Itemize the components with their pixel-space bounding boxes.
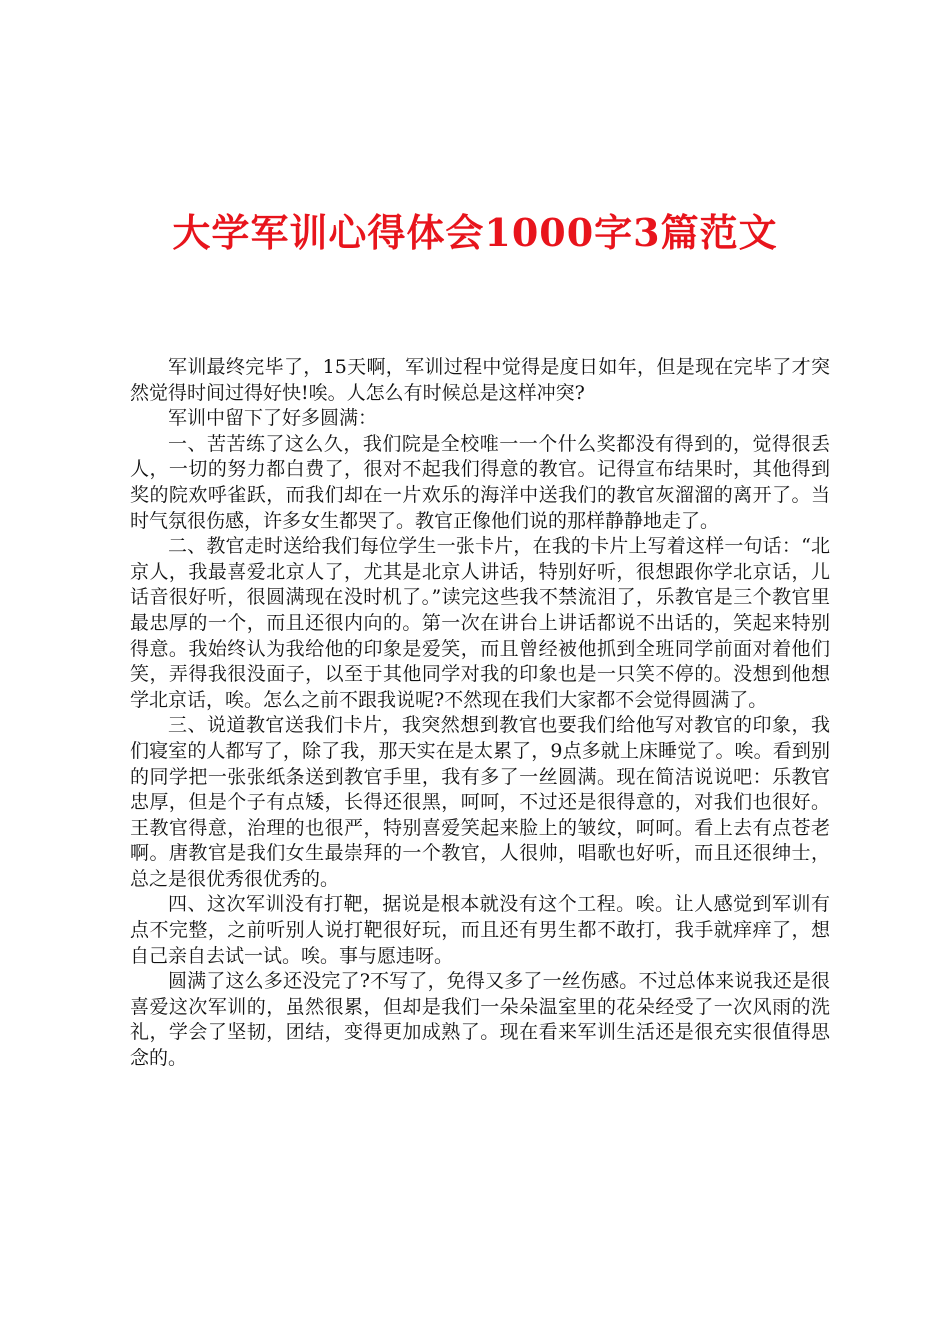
document-title: 大学军训心得体会1000字3篇范文	[172, 210, 778, 255]
paragraph-regret-one: 一、苦苦练了这么久，我们院是全校唯一一个什么奖都没有得到的，觉得很丢人，一切的努力都白费了，很对不起我们得意的教官。记得宣布结果时，其他得到奖的院欢呼雀跃，而我们却在一片欢乐的海洋中送我们的教官灰溜溜的离开了。当时气氛很伤感，许多女生都哭了。教官正像他们说的那样静静地走了。	[130, 432, 830, 532]
document-body	[130, 355, 830, 1072]
paragraph-conclusion: 圆满了这么多还没完了?不写了，免得又多了一丝伤感。不过总体来说我还是很喜爱这次军训的，虽然很累，但却是我们一朵朵温室里的花朵经受了一次风雨的洗礼，学会了坚韧，团结，变得更加成熟了。现在看来军训生活还是很充实很值得思念的。	[130, 970, 830, 1070]
paragraph-regret-two: 二、教官走时送给我们每位学生一张卡片，在我的卡片上写着这样一句话：“北京人，我最喜爱北京人了，尤其是北京人讲话，特别好听，很想跟你学北京话，儿话音很好听，很圆满现在没时机了。”读完这些我不禁流泪了，乐教官是三个教官里最忠厚的一个，而且还很内向的。第一次在讲台上讲话都说不出话的，笑起来特别得意。我始终认为我给他的印象是爱笑，而且曾经被他抓到全班同学前面对着他们笑，弄得我很没面子，以至于其他同学对我的印象也是一只笑不停的。没想到他想学北京话，唉。怎么之前不跟我说呢?不然现在我们大家都不会觉得圆满了。	[130, 535, 830, 711]
paragraph-regret-four: 四、这次军训没有打靶，据说是根本就没有这个工程。唉。让人感觉到军训有点不完整，之前听别人说打靶很好玩，而且还有男生都不敢打，我手就痒痒了，想自己亲自去试一试。唉。事与愿违呀。	[130, 893, 830, 967]
paragraph-regret-three: 三、说道教官送我们卡片，我突然想到教官也要我们给他写对教官的印象，我们寝室的人都写了，除了我，那天实在是太累了，9点多就上床睡觉了。唉。看到别的同学把一张张纸条送到教官手里，我有多了一丝圆满。现在简洁说说吧：乐教官忠厚，但是个子有点矮，长得还很黑，呵呵，不过还是很得意的，对我们也很好。王教官得意，治理的也很严，特别喜爱笑起来脸上的皱纹，呵呵。看上去有点苍老啊。唐教官是我们女生最崇拜的一个教官，人很帅，唱歌也好听，而且还很绅士，总之是很优秀很优秀的。	[130, 714, 830, 890]
paragraph-regrets-heading: 军训中留下了好多圆满：	[168, 407, 378, 430]
paragraph-intro: 军训最终完毕了，15天啊，军训过程中觉得是度日如年，但是现在完毕了才突然觉得时间过得好快!唉。人怎么有时候总是这样冲突?	[130, 356, 830, 404]
